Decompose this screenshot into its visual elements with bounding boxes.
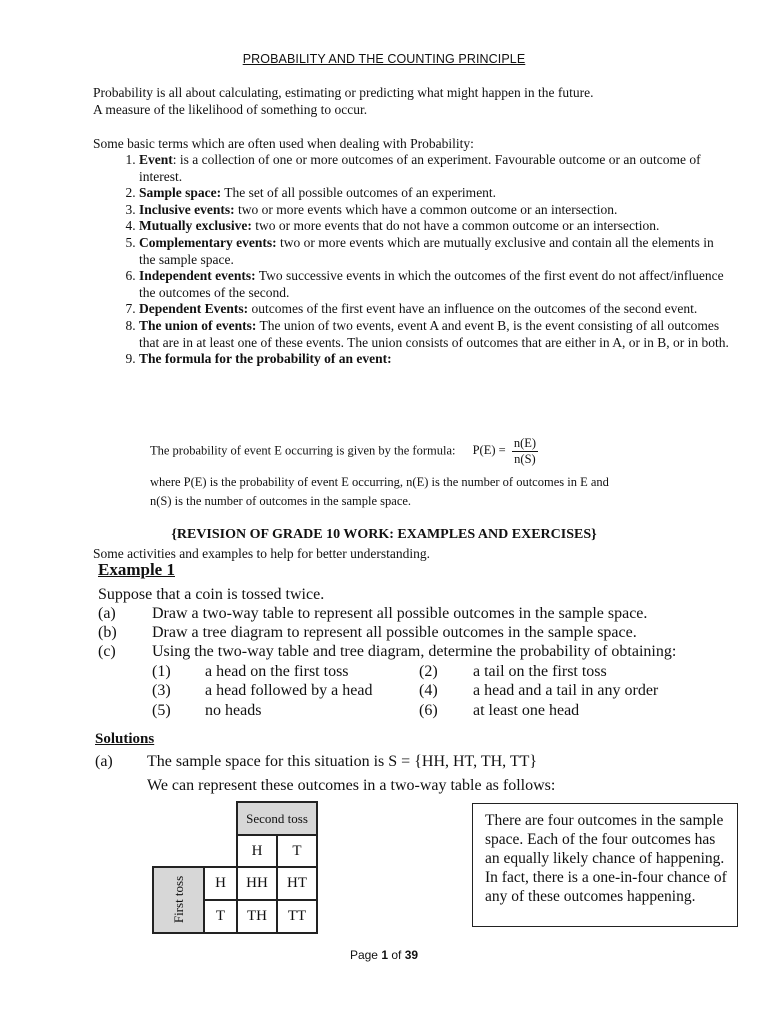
terms-intro: Some basic terms which are often used when dealing with Probability: (93, 136, 474, 151)
table-cell: TH (237, 900, 277, 933)
term-item (139, 318, 729, 351)
row-header-cell (153, 867, 204, 933)
formula-where-1: where P(E) is the probability of event E occurring, n(E) is the number of outcomes in E and (150, 475, 609, 489)
example-heading: Example 1 (98, 560, 175, 579)
term-name: Inclusive events: (139, 201, 235, 217)
column-header: Second toss (237, 802, 317, 835)
solution-a: (a) The sample space for this situation is S = {HH, HT, TH, TT} (95, 753, 538, 770)
example-part: (b) Draw a tree diagram to represent all possible outcomes in the sample space. (98, 624, 637, 641)
term-item (139, 268, 729, 301)
example-part: (a) Draw a two-way table to represent all possible outcomes in the sample space. (98, 605, 648, 622)
note-box: There are four outcomes in the sample space. Each of the four outcomes has an equally likely chance of happening. In fact, there is a one-in-four chance of any of these outcomes happening. (472, 803, 738, 927)
subpart: (5) no heads (152, 702, 262, 719)
term-text: two or more events that do not have a common outcome or an intersection. (251, 218, 660, 234)
subpart: (1) a head on the first toss (152, 663, 349, 680)
solutions-heading: Solutions (95, 731, 155, 747)
term-text: two or more events which have a common outcome or an intersection. (234, 201, 618, 217)
term-name: The formula for the probability of an event: (139, 351, 392, 367)
subpart: (2) a tail on the first toss (419, 663, 607, 680)
term-name: Dependent Events: (139, 301, 249, 317)
page-number: 1 (381, 948, 388, 962)
example-part: (c) Using the two-way table and tree diagram, determine the probability of obtaining: (98, 643, 677, 660)
term-item (139, 202, 729, 219)
term-name: The union of events: (139, 317, 257, 333)
page-total: 39 (404, 948, 419, 962)
page-title: PROBABILITY AND THE COUNTING PRINCIPLE (242, 52, 526, 66)
term-item (139, 218, 729, 235)
term-text: The set of all possible outcomes of an experiment. (221, 185, 497, 201)
term-name: Independent events: (139, 268, 256, 284)
term-text: is a collection of one or more outcomes of an experiment. Favourable outcome or an outcome of interest. (139, 152, 701, 184)
row-header: First toss (170, 875, 186, 923)
table-cell: HT (277, 867, 317, 900)
formula-lead: The probability of event E occurring is given by the formula: (150, 443, 456, 458)
terms-list (93, 152, 729, 368)
revision-heading: {REVISION OF GRADE 10 WORK: EXAMPLES AND EXERCISES} (171, 527, 597, 542)
term-text: outcomes of the first event have an influence on the outcomes of the second event. (248, 301, 698, 317)
term-item (139, 301, 729, 318)
formula-fraction (512, 436, 538, 467)
table-cell: TT (277, 900, 317, 933)
subpart: (4) a head and a tail in any order (419, 682, 659, 699)
two-way-table (152, 801, 318, 934)
term-item (139, 185, 729, 202)
formula-lhs: P(E) = (472, 443, 506, 458)
intro-line-1: Probability is all about calculating, estimating or predicting what might happen in the future. (93, 85, 594, 100)
example-statement: Suppose that a coin is tossed twice. (98, 586, 325, 603)
term-text: two or more events which are mutually exclusive and contain all the elements in the sample space. (139, 234, 714, 267)
formula-numerator: n(E) (513, 436, 537, 450)
subpart: (3) a head followed by a head (152, 682, 373, 699)
term-text: The union of two events, event A and event B, is the event consisting of all outcomes that are in at least one of these events. The union consists of outcomes that are either in A, or in B, or in both. (139, 317, 729, 350)
term-name: Mutually exclusive: (139, 218, 252, 234)
row-label: T (204, 900, 237, 933)
term-item: 1. Event: is a collection of one or more outcomes of an experiment. Favourable outcome or an outcome of interest. (139, 152, 729, 185)
formula-denominator: n(S) (514, 452, 536, 466)
subpart: (6) at least one head (419, 702, 580, 719)
solution-a-text2: We can represent these outcomes in a two-way table as follows: (147, 777, 556, 794)
formula-line (150, 436, 538, 467)
table-cell: HH (237, 867, 277, 900)
term-item (139, 235, 729, 268)
term-name: Complementary events: (139, 234, 277, 250)
term-item (139, 351, 729, 368)
row-label: H (204, 867, 237, 900)
term-name: Sample space: (139, 185, 222, 201)
page-footer: Page 1 of 39 (349, 948, 419, 962)
intro-line-2: A measure of the likelihood of something to occur. (93, 102, 368, 117)
column-label: H (237, 835, 277, 867)
activities-text: Some activities and examples to help for better understanding. (93, 546, 431, 561)
term-name: Event (139, 152, 173, 167)
column-label: T (277, 835, 317, 867)
term-text: Two successive events in which the outcomes of the first event do not affect/influence the outcomes of the second. (139, 268, 724, 300)
formula-where-2: n(S) is the number of outcomes in the sample space. (150, 494, 412, 508)
